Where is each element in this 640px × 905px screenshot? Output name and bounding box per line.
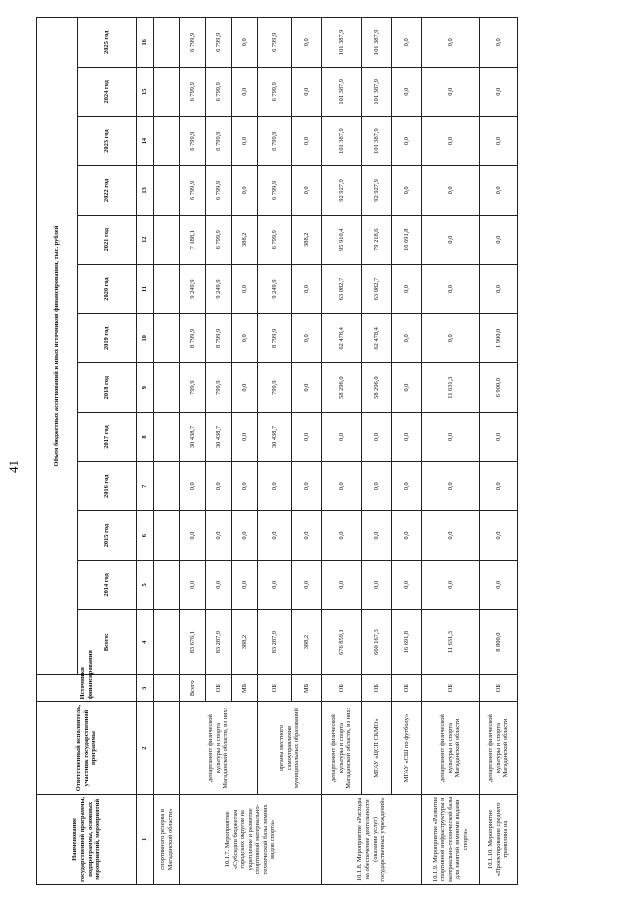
source-cell: ОБ	[392, 675, 422, 702]
year-value-cell: 799,9	[180, 363, 206, 412]
year-value-cell: 0,0	[480, 264, 518, 313]
executor: органы местного самоуправления муниципальных образований	[258, 702, 322, 794]
year-value-cell: 11 631,3	[422, 363, 480, 412]
header-year: 2018 год	[78, 363, 137, 412]
year-value-cell: 0,0	[322, 412, 362, 461]
source-cell: Всего	[180, 675, 206, 702]
year-value-cell: 0,0	[392, 116, 422, 165]
year-value-cell: 0,0	[292, 412, 322, 461]
col-number: 7	[137, 462, 154, 511]
col-number: 13	[137, 166, 154, 215]
year-value-cell: 0,0	[392, 314, 422, 363]
measure-name: 10.1.10. Мероприятие «Проектирование среднего трамплина на	[480, 794, 518, 884]
header-year: 2023 год	[78, 116, 137, 165]
total-cell: 83 287,9	[258, 610, 292, 675]
col-number: 9	[137, 363, 154, 412]
year-value-cell: 0,0	[422, 18, 480, 68]
year-value-cell: 0,0	[258, 560, 292, 609]
year-value-cell: 79 218,6	[362, 215, 392, 264]
year-value-cell: 16 691,8	[392, 215, 422, 264]
year-value-cell: 0,0	[180, 560, 206, 609]
header-group: Объем бюджетных ассигнований и иных источников финансирования, тыс. рублей	[37, 18, 78, 675]
year-value-cell: 0,0	[232, 18, 258, 68]
source-cell: МБ	[232, 675, 258, 702]
year-value-cell: 799,9	[206, 363, 232, 412]
executor: департамент физической культуры и спорта Магаданской области	[480, 702, 518, 794]
year-value-cell: 0,0	[292, 67, 322, 116]
year-value-cell: 0,0	[422, 215, 480, 264]
year-value-cell: 0,0	[232, 363, 258, 412]
total-cell: 676 859,1	[322, 610, 362, 675]
measure-name: 10.1.7. Мероприятие «Субсидии бюджетам городских округов на укрепление и развитие спортивной материально-технической базы зимних видов спорта»	[180, 794, 322, 884]
year-value-cell: 0,0	[480, 166, 518, 215]
year-value-cell: 0,0	[392, 264, 422, 313]
year-value-cell: 0,0	[258, 511, 292, 560]
executor: департамент физической культуры и спорта Магаданской области, из них:	[322, 702, 362, 794]
executor: МГАУ «ЦСП СКМО»	[362, 702, 392, 794]
table-row	[258, 18, 292, 885]
year-value-cell: 0,0	[480, 560, 518, 609]
header-source: Источники финансирования	[37, 675, 137, 702]
header-year: 2025 год	[78, 18, 137, 68]
year-value-cell: 0,0	[422, 264, 480, 313]
total-cell: 388,2	[292, 610, 322, 675]
year-value-cell: 0,0	[362, 560, 392, 609]
header-year: 2017 год	[78, 412, 137, 461]
year-value-cell: 101 387,9	[322, 116, 362, 165]
year-value-cell: 0,0	[362, 511, 392, 560]
page-number: 41	[6, 460, 21, 473]
year-value-cell: 799,9	[258, 363, 292, 412]
year-value-cell: 0,0	[292, 116, 322, 165]
total-cell: 388,2	[232, 610, 258, 675]
year-value-cell: 0,0	[232, 412, 258, 461]
col-number: 3	[137, 675, 154, 702]
year-value-cell: 92 927,9	[362, 166, 392, 215]
year-value-cell: 388,2	[292, 215, 322, 264]
year-value-cell: 6 799,9	[180, 166, 206, 215]
year-value-cell: 9 249,9	[206, 264, 232, 313]
year-value-cell: 0,0	[362, 462, 392, 511]
year-value-cell: 0,0	[480, 462, 518, 511]
total-cell: 11 631,3	[422, 610, 480, 675]
year-value-cell: 101 387,9	[362, 67, 392, 116]
year-value-cell: 6 799,9	[206, 18, 232, 68]
year-value-cell: 6 799,9	[206, 166, 232, 215]
year-value-cell: 0,0	[232, 166, 258, 215]
year-value-cell: 0,0	[232, 116, 258, 165]
year-value-cell: 0,0	[392, 412, 422, 461]
year-value-cell: 0,0	[392, 18, 422, 68]
year-value-cell: 0,0	[292, 166, 322, 215]
year-value-cell: 0,0	[232, 264, 258, 313]
header-executor: Ответственный исполнитель, участник государственной программы	[37, 702, 137, 794]
col-number: 10	[137, 314, 154, 363]
year-value-cell: 0,0	[422, 116, 480, 165]
source-cell: ОБ	[206, 675, 232, 702]
year-value-cell: 0,0	[480, 67, 518, 116]
year-value-cell: 0,0	[206, 560, 232, 609]
year-value-cell: 0,0	[322, 511, 362, 560]
year-value-cell: 0,0	[392, 363, 422, 412]
year-value-cell: 58 296,0	[362, 363, 392, 412]
year-value-cell: 6 799,9	[258, 166, 292, 215]
header-year: 2024 год	[78, 67, 137, 116]
col-number: 8	[137, 412, 154, 461]
total-cell: 16 691,8	[392, 610, 422, 675]
table-row	[422, 18, 480, 885]
year-value-cell: 6 799,9	[180, 67, 206, 116]
year-value-cell: 30 438,7	[180, 412, 206, 461]
year-value-cell: 0,0	[292, 462, 322, 511]
year-value-cell: 0,0	[422, 166, 480, 215]
year-value-cell: 6 799,9	[258, 67, 292, 116]
year-value-cell: 6 900,0	[480, 363, 518, 412]
year-value-cell: 95 910,4	[322, 215, 362, 264]
header-year: 2021 год	[78, 215, 137, 264]
source-cell: ОБ	[480, 675, 518, 702]
year-value-cell: 8 799,9	[206, 314, 232, 363]
col-number: 12	[137, 215, 154, 264]
source-cell: ОБ	[362, 675, 392, 702]
year-value-cell: 6 799,9	[258, 18, 292, 68]
year-value-cell: 9 249,9	[258, 264, 292, 313]
header-year: 2022 год	[78, 166, 137, 215]
year-value-cell: 30 438,7	[258, 412, 292, 461]
year-value-cell: 0,0	[422, 67, 480, 116]
col-number: 5	[137, 560, 154, 609]
year-value-cell: 0,0	[392, 511, 422, 560]
year-value-cell: 0,0	[422, 511, 480, 560]
col-number: 6	[137, 511, 154, 560]
header-year: 2015 год	[78, 511, 137, 560]
year-value-cell: 0,0	[232, 560, 258, 609]
measure-name: 10.1.9. Мероприятие «Развитие спортивной инфраструктуры и материально-технической базы для занятий зимними видами спорта»	[422, 794, 480, 884]
table-row	[322, 18, 362, 885]
year-value-cell: 0,0	[232, 511, 258, 560]
year-value-cell: 0,0	[480, 18, 518, 68]
year-value-cell: 101 387,9	[322, 67, 362, 116]
year-value-cell: 62 478,4	[362, 314, 392, 363]
year-value-cell: 0,0	[180, 511, 206, 560]
year-value-cell: 0,0	[422, 314, 480, 363]
year-value-cell: 0,0	[292, 560, 322, 609]
year-value-cell: 6 799,9	[206, 67, 232, 116]
measure-name: 10.1.8. Мероприятие «Расходы на обеспечение деятельности (оказание услуг) государственных учреждений»	[322, 794, 422, 884]
source-cell: ОБ	[422, 675, 480, 702]
year-value-cell: 63 082,7	[322, 264, 362, 313]
year-value-cell: 0,0	[206, 462, 232, 511]
year-value-cell: 388,2	[232, 215, 258, 264]
year-value-cell: 8 799,9	[180, 314, 206, 363]
year-value-cell: 6 799,9	[258, 215, 292, 264]
year-value-cell: 0,0	[292, 511, 322, 560]
year-value-cell: 0,0	[422, 412, 480, 461]
year-value-cell: 101 387,9	[322, 18, 362, 68]
source-cell: МБ	[292, 675, 322, 702]
table-row	[480, 18, 518, 885]
year-value-cell: 6 799,9	[206, 215, 232, 264]
year-value-cell: 0,0	[292, 363, 322, 412]
year-value-cell: 0,0	[392, 462, 422, 511]
year-value-cell: 6 799,9	[180, 116, 206, 165]
year-value-cell: 101 387,9	[362, 116, 392, 165]
year-value-cell: 0,0	[362, 412, 392, 461]
header-year: 2020 год	[78, 264, 137, 313]
year-value-cell: 0,0	[480, 511, 518, 560]
year-value-cell: 62 478,4	[322, 314, 362, 363]
year-value-cell: 0,0	[232, 314, 258, 363]
year-value-cell: 0,0	[422, 462, 480, 511]
col-number: 14	[137, 116, 154, 165]
source-cell: ОБ	[322, 675, 362, 702]
year-value-cell: 9 249,9	[180, 264, 206, 313]
col-number: 4	[137, 610, 154, 675]
table-row	[362, 18, 392, 885]
year-value-cell: 0,0	[422, 560, 480, 609]
col-number: 16	[137, 18, 154, 68]
measure-name: спортивного резерва в Магаданской области»	[154, 794, 180, 884]
year-value-cell: 0,0	[392, 67, 422, 116]
table-row	[180, 18, 206, 885]
year-value-cell: 30 438,7	[206, 412, 232, 461]
source-cell: ОБ	[258, 675, 292, 702]
header-year: 2016 год	[78, 462, 137, 511]
year-value-cell: 92 927,9	[322, 166, 362, 215]
year-value-cell: 1 900,0	[480, 314, 518, 363]
year-value-cell: 7 188,1	[180, 215, 206, 264]
total-cell: 83 287,9	[206, 610, 232, 675]
year-value-cell: 0,0	[292, 264, 322, 313]
year-value-cell: 0,0	[392, 560, 422, 609]
header-year: 2019 год	[78, 314, 137, 363]
year-value-cell: 0,0	[258, 462, 292, 511]
total-cell: 8 800,0	[480, 610, 518, 675]
year-value-cell: 0,0	[322, 462, 362, 511]
col-number: 11	[137, 264, 154, 313]
executor: департамент физической культуры и спорта Магаданской области	[422, 702, 480, 794]
total-cell: 83 676,1	[180, 610, 206, 675]
col-number: 1	[137, 794, 154, 884]
header-name: Наименование государственной программы, подпрограммы, основных мероприятий, мероприятий	[37, 794, 137, 884]
table-row	[154, 18, 180, 885]
year-value-cell: 0,0	[232, 67, 258, 116]
year-value-cell: 0,0	[292, 314, 322, 363]
year-value-cell: 6 799,9	[206, 116, 232, 165]
header-year: 2014 год	[78, 560, 137, 609]
year-value-cell: 0,0	[206, 511, 232, 560]
year-value-cell: 0,0	[180, 462, 206, 511]
total-cell: 660 167,3	[362, 610, 392, 675]
year-value-cell: 8 799,9	[258, 314, 292, 363]
year-value-cell: 6 799,9	[258, 116, 292, 165]
col-number: 15	[137, 67, 154, 116]
col-number: 2	[137, 702, 154, 794]
year-value-cell: 101 387,9	[362, 18, 392, 68]
year-value-cell: 0,0	[480, 215, 518, 264]
header-total: Всего:	[78, 610, 137, 675]
year-value-cell: 6 799,9	[180, 18, 206, 68]
executor: департамент физической культуры и спорта Магаданской области, из них:	[180, 702, 258, 794]
year-value-cell: 0,0	[480, 116, 518, 165]
year-value-cell: 0,0	[480, 412, 518, 461]
year-value-cell: 0,0	[232, 462, 258, 511]
executor: МГАУ «СШ по футболу»	[392, 702, 422, 794]
financing-table	[36, 17, 518, 885]
table-row	[392, 18, 422, 885]
year-value-cell: 0,0	[292, 18, 322, 68]
year-value-cell: 58 296,0	[322, 363, 362, 412]
year-value-cell: 63 082,7	[362, 264, 392, 313]
year-value-cell: 0,0	[392, 166, 422, 215]
year-value-cell: 0,0	[322, 560, 362, 609]
